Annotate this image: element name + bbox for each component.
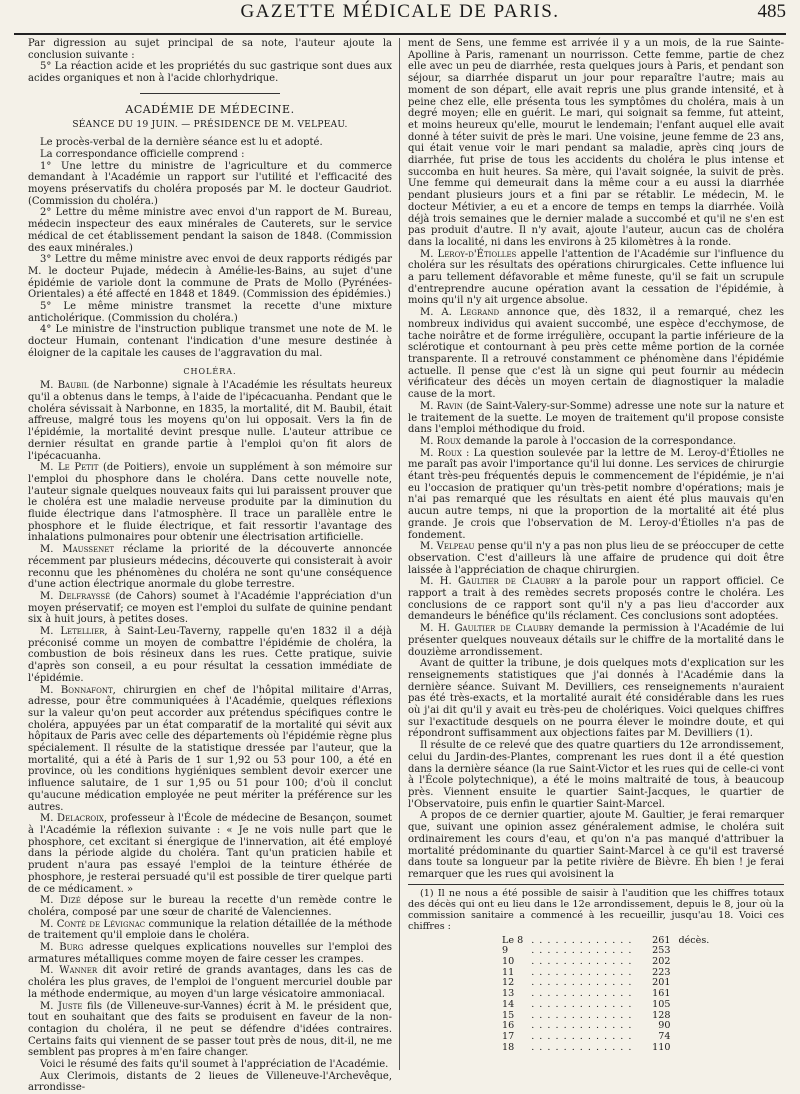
paragraph-text: (de Cahors) soumet à l'Académie l'appréciation d'un moyen préservatif; ce moyen est l'emploi du sulfate de quinine pendant six à huit jours, à petites doses. [28, 590, 392, 626]
paragraph [408, 249, 784, 308]
paragraph-text: dit avoir retiré de grands avantages, dans les cas de choléra les plus graves, de l'emploi de l'onguent mercuriel double par la méthode endermique, au moyen d'un large vésicatoire ammoniacal. [28, 965, 392, 1000]
paragraph-text: adresse quelques explications nouvelles sur l'emploi des armatures métalliques comme moyen de faire cesser les crampes. [28, 942, 392, 965]
suffix-cell [674, 989, 713, 1000]
paragraph [408, 576, 784, 623]
page-number: 485 [757, 1, 786, 22]
paragraph-text: communique la relation détaillée de la méthode de traitement qu'il emploie dans le choléra. [28, 918, 393, 942]
dots-cell: . . . . . . . . . . . . . [531, 956, 633, 968]
author-name: M. Conté de Lévignac [40, 918, 146, 930]
suffix-cell [674, 946, 713, 957]
paragraph-text: (de Poitiers), envoie un supplément à son mémoire sur l'emploi du phosphore dans le choléra. Dans cette nouvelle note, l'auteur signale quelques nouveaux faits qui lui paraissent prouver que le choléra est une maladie nerveuse produite par la diminution du fluide électrique dans l'atmosphère. Il trace un parallèle entre le phosphore et le fluide électrique, et fait ressortir l'avantage des inhalations pulmonaires pour obtenir une électrisation artificielle. [28, 462, 392, 544]
count-cell: 201 [652, 977, 671, 989]
paragraph: ment de Sens, une femme est arrivée il y a un mois, de la rue Sainte-Apolline à Paris, ramenant un nourrisson. Cette femme, partie de chez elle avec un peu de diarrhée, resta quelques jours à Paris, et pendant son séjour, sa diarrhée disparut un jour pour reparaître l'autre; mais au moment de son départ, elle avait repris une plus grande intensité, et à peine chez elle, elle présenta tous les symptômes du choléra, mais à un degré moyen; elle en guérit. Le mari, qui soignait sa femme, fut atteint, et moins heureux qu'elle, mourut le lendemain; l'enfant auquel elle avait donné à téter suivit de près le mari. Une voisine, jeune femme de 23 ans, qui était venue voir le mari pendant sa maladie, après cinq jours de diarrhée, fut prise de tous les accidents du choléra le plus intense et succomba en huit heures. Sa mère, qui l'avait soignée, la suivit de près. Une femme qui demeurait dans la même cour a eu aussi la diarrhée pendant plusieurs jours et a fini par se rétablir. Le médecin, M. le docteur Métivier, a eu et a encore de temps en temps la diarrhée. Voilà déjà trois semaines que le dernier malade a succombé et qu'il ne s'en est pas produit d'autre. Il n'y avait, ajoute l'auteur, aucun cas de choléra dans la localité, ni dans les environs à 25 kilomètres à la ronde. [408, 38, 784, 248]
suffix-cell [674, 1021, 713, 1032]
section-title: ACADÉMIE DE MÉDECINE. [125, 102, 295, 116]
paragraph: Par digression au sujet principal de sa note, l'auteur ajoute la conclusion suivante : [28, 38, 392, 61]
deaths-row [498, 1000, 713, 1011]
paragraph: Il résulte de ce relevé que des quatre quartiers du 12e arrondissement, celui du Jardin-des-Plantes, comprenant les rues dont il a été question dans la dernière séance (la rue Saint-Victor et les rues qui de celle-ci vont à l'École polytechnique), a été le moins maltraité de tous, à beaucoup près. Viennent ensuite le quartier Saint-Jacques, le quartier de l'Observatoire, puis enfin le quartier Saint-Marcel. [408, 740, 784, 810]
count-cell: 128 [652, 1009, 671, 1021]
paragraph [28, 1001, 392, 1060]
dots-cell: . . . . . . . . . . . . . [531, 1020, 633, 1032]
day-cell: 16 [502, 1020, 515, 1032]
paragraph-text: annonce que, dès 1832, il a remarqué, chez les nombreux individus qui avaient succombé, une espèce d'ecchymose, de tache noirâtre et de forme irrégulière, occupant la partie inférieure de la sclérotique et contournant à peu près cette même portion de la cornée transparente. Il a retrouvé constamment ce phénomène dans l'épidémie actuelle. Il pense que c'est là un signe qui peut fournir au médecin vérificateur des décès un moyen certain de diagnostiquer la maladie cause de la mort. [408, 307, 784, 401]
paragraph-text: pense qu'il n'y a pas non plus lieu de se préoccuper de cette observation. C'est d'ailleurs là une affaire de prudence qui doit être laissée à l'appréciation de chaque chirurgien. [408, 541, 784, 576]
author-name: M. Roux [420, 447, 462, 459]
paragraph: Le procès-verbal de la dernière séance est lu et adopté. [40, 137, 323, 149]
paragraph: Aux Clerimois, distants de 2 lieues de Villeneuve-l'Archevêque, arrondisse- [28, 1070, 392, 1094]
paragraph: 5° La réaction acide et les propriétés du suc gastrique sont dues aux acides organiques et non à l'acide chlorhydrique. [28, 61, 392, 85]
dots-cell: . . . . . . . . . . . . . [531, 1041, 633, 1053]
paragraph [408, 436, 784, 448]
session-heading: SÉANCE DU 19 JUIN. — PRÉSIDENCE DE M. VELPEAU. [72, 119, 348, 130]
paragraph [28, 813, 392, 895]
author-name: M. Bonnafont [40, 684, 113, 696]
day-cell: 17 [502, 1030, 515, 1042]
paragraph [28, 380, 392, 462]
paragraph: Avant de quitter la tribune, je dois quelques mots d'explication sur les renseignements statistiques que j'ai donnés à l'Académie dans la dernière séance. Suivant M. Devilliers, ces renseignements n'auraient pas été très-exacts, et la mortalité aurait été considérable dans les rues où j'ai dit qu'il y avait eu très-peu de cholériques. Voici quelques chiffres sur l'exactitude desquels on ne pourra élever le moindre doute, et qui répondront suffisamment aux objections faites par M. Devilliers (1). [408, 658, 784, 740]
count-cell: 90 [658, 1020, 671, 1032]
paragraph: 2° Lettre du même ministre avec envoi d'un rapport de M. Bureau, médecin inspecteur des eaux minérales de Cauterets, sur le service médical de cet établissement pendant la saison de 1848. (Commission des eaux minérales.) [28, 207, 392, 254]
paragraph: A propos de ce dernier quartier, ajoute M. Gaultier, je ferai remarquer que, suivant une opinion assez généralement admise, le choléra suit ordinairement les cours d'eau, et qu'on n'a pas manqué d'attribuer la mortalité prédominante du quartier Saint-Marcel à ce qu'il est traversé dans toute sa longueur par la petite rivière de Bièvre. Eh bien ! je ferai remarquer que les rues qui avoisinent la [408, 810, 784, 880]
count-cell: 261 [652, 934, 671, 946]
author-name: M. Burg [40, 942, 84, 954]
day-cell: 12 [502, 977, 515, 989]
count-cell: 253 [652, 945, 671, 957]
author-name: M. Ravin [420, 400, 463, 412]
author-name: M. Delfrayssé [40, 590, 111, 602]
column-divider [399, 38, 400, 1070]
dots-cell: . . . . . . . . . . . . . [531, 998, 633, 1010]
suffix-cell [674, 1000, 713, 1011]
paragraph: 1° Une lettre du ministre de l'agriculture et du commerce demandant à l'Académie un rapport sur l'utilité et l'efficacité des moyens préservatifs du choléra proposés par M. le docteur Gaudriot. (Commission du choléra.) [28, 160, 392, 207]
author-name: M. Wanner [40, 965, 98, 977]
paragraph-text: a la parole pour un rapport officiel. Ce rapport a trait à des remèdes secrets proposés contre le choléra. Les conclusions de ce rapport sont qu'il n'y a pas lieu d'accorder aux demandeurs le bénéfice qu'ils réclament. Ces conclusions sont adoptées. [408, 576, 784, 623]
paragraph-text: , à Saint-Leu-Taverny, rappelle qu'en 1832 il a déjà préconisé comme un moyen de combattre l'épidémie de choléra, la combustion de bois résineux dans les rues. Cette pratique, suivie d'après son conseil, a eu pour résultat la cessation immédiate de l'épidémie. [28, 626, 392, 684]
paragraph: 5° Le même ministre transmet la recette d'une mixture anticholérique. (Commission du choléra.) [28, 301, 392, 324]
paragraph [408, 623, 784, 658]
paragraph [28, 544, 392, 591]
paragraph-text: réclame la priorité de la découverte annoncée récemment par plusieurs médecins, découverte qui consisterait à avoir reconnu que les phénomènes du choléra ne sont qu'une conséquence d'une action électrique anormale du globe terrestre. [28, 544, 392, 591]
dots-cell: . . . . . . . . . . . . . [531, 966, 633, 978]
count-cell: 202 [652, 956, 671, 968]
author-name: M. Maussenet [40, 544, 115, 556]
page-header [14, 1, 786, 30]
suffix-cell [674, 978, 713, 989]
author-name: M. Roux [420, 435, 461, 447]
paragraph-text: demande la parole à l'occasion de la correspondance. [460, 435, 737, 447]
paragraph [28, 942, 392, 965]
deaths-row [498, 1043, 713, 1054]
author-name: M. H. Gaultier de Claubry [420, 623, 554, 635]
suffix-cell [674, 957, 713, 968]
day-cell: 14 [502, 998, 515, 1010]
paragraph [408, 401, 784, 436]
count-cell: 110 [652, 1041, 671, 1053]
dots-cell: . . . . . . . . . . . . . [531, 988, 633, 1000]
author-name: M. H. Gaultier de Claubry [420, 576, 561, 588]
author-name: M. Leroy-d'Étiolles [420, 248, 517, 260]
suffix-cell [674, 1043, 713, 1054]
paragraph [28, 919, 392, 942]
paragraph: La correspondance officielle comprend : [40, 148, 245, 160]
day-cell: Le 8 [502, 934, 524, 946]
dots-cell: . . . . . . . . . . . . . [531, 945, 633, 957]
paragraph-text: (de Saint-Valery-sur-Somme) adresse une note sur la nature et le traitement de la suette. Le moyen de traitement qu'il propose consiste dans l'emploi méthodique du froid. [408, 400, 784, 436]
suffix-cell [674, 1011, 713, 1022]
paragraph-text: (de Narbonne) signale à l'Académie les résultats heureux qu'il a obtenus dans le temps, à l'aide de l'ipécacuanha. Pendant que le choléra sévissait à Narbonne, en 1835, la mortalité, dit M. Baubil, était affreuse, malgré tous les moyens qu'on lui opposait. Vers la fin de l'épidémie, la mortalité devint presque nulle. L'auteur attribue ce dernier résultat en grande partie à l'emploi qu'on fit alors de l'ipécacuanha. [28, 380, 392, 462]
paragraph-text: fils (de Villeneuve-sur-Vannes) écrit à M. le président que, tout en souhaitant que des faits se produisent en faveur de la non-contagion du choléra, il ne peut se défendre d'idées contraires. Certains faits qui viennent de se passer tout près de nous, dit-il, ne me semblent pas propres à m'en faire changer. [28, 1000, 392, 1059]
day-cell: 18 [502, 1041, 515, 1053]
paragraph-text: demande la permission à l'Académie de lui présenter quelques nouveaux détails sur le chiffre de la mortalité dans le douzième arrondissement. [408, 623, 785, 658]
right-column [408, 38, 784, 1070]
author-name: M. Le Petit [40, 462, 99, 474]
paragraph [28, 591, 392, 626]
deaths-table [498, 936, 713, 1054]
day-cell: 13 [502, 988, 515, 1000]
subsection-title: CHOLÉRA. [183, 366, 237, 376]
day-cell: 15 [502, 1009, 515, 1021]
dots-cell: . . . . . . . . . . . . . [531, 1030, 633, 1042]
dots-cell: . . . . . . . . . . . . . [531, 1009, 633, 1021]
paragraph: Voici le résumé des faits qu'il soumet à l'appréciation de l'Académie. [40, 1059, 389, 1071]
paragraph-text: : La question soulevée par la lettre de M. Leroy-d'Étiolles ne me paraît pas avoir l'importance qu'il lui donne. Les services de chirurgie étant très-peu fréquentés depuis le commencement de l'épidémie, je n'ai eu l'occasion de pratiquer qu'un très-petit nombre d'opérations; mais je n'ai pas remarqué que les résultats en aient été plus mauvais qu'en aucun autre temps, ni que la proportion de la mortalité ait été plus grande. Je crois que l'observation de M. Leroy-d'Étiolles n'a pas de fondement. [408, 447, 784, 541]
paragraph [408, 541, 784, 576]
paragraph: 3° Lettre du même ministre avec envoi de deux rapports rédigés par M. le docteur Pujade, médecin à Amélie-les-Bains, au sujet d'une épidémie de variole dont la commune de Prats de Mollo (Pyrénées-Orientales) a été affecté en 1848 et 1849. (Commission des épidémies.) [28, 254, 392, 301]
count-cell: 161 [652, 988, 671, 1000]
paragraph-text: , chirurgien en chef de l'hôpital militaire d'Arras, adresse, pour être communiquées à l'Académie, quelques réflexions sur la valeur qu'on peut accorder aux prétendus spécifiques contre le choléra, appuyées par un état comparatif de la mortalité qui sévit aux hôpitaux de Paris avec celle des départements où l'épidémie règne plus spécialement. Il résulte de la statistique dressée par l'auteur, que la mortalité, qui a été à Paris de 1 sur 1,92 ou 53 pour 100, a été en province, où les conditions hygiéniques semblent devoir exercer une influence salutaire, de 1 sur 1,95 ou 51 pour 100; d'où il conclut qu'aucune médication employée ne peut mériter la préférence sur les autres. [28, 684, 392, 813]
paragraph-text: , professeur à l'École de médecine de Besançon, soumet à l'Académie la réflexion suivante : « Je ne vois nulle part que le phosphore, cet excitant si énergique de l'innervation, ait été employé dans la période algide du choléra. Tant qu'un praticien habile et prudent n'aura pas essayé l'emploi de la teinture éthérée de phosphore, je resterai persuadé qu'il est possible de tirer quelque parti de ce médicament. » [28, 813, 392, 895]
count-cell: 74 [658, 1030, 671, 1042]
footnote-rule [408, 884, 784, 885]
journal-title: GAZETTE MÉDICALE DE PARIS. [240, 1, 560, 22]
day-cell: 10 [502, 956, 515, 968]
author-name: M. Delacroix [40, 813, 104, 825]
paragraph [28, 685, 392, 814]
day-cell: 9 [502, 945, 509, 957]
paragraph [408, 448, 784, 542]
paragraph-text: dépose sur le bureau la recette d'un remède contre le choléra, composé par une sœur de charité de Valenciennes. [28, 895, 392, 918]
author-name: M. Letellier [40, 626, 105, 638]
paragraph-text: appelle l'attention de l'Académie sur l'influence du choléra sur les résultats des opérations chirurgicales. Cette influence lui a paru tellement défavorable et même funeste, qu'il se fait un scrupule d'entreprendre aucune opération avant la cessation de l'épidémie, à moins qu'il n'y ait urgence absolue. [408, 248, 784, 307]
paragraph [408, 307, 784, 401]
author-name: M. Dizé [40, 895, 81, 907]
count-cell: 223 [652, 966, 671, 978]
dots-cell: . . . . . . . . . . . . . [531, 934, 633, 946]
paragraph [28, 462, 392, 544]
dots-cell: . . . . . . . . . . . . . [531, 977, 633, 989]
suffix-cell [674, 968, 713, 979]
author-name: M. A. Legrand [420, 307, 500, 319]
paragraph [28, 965, 392, 1000]
day-cell: 11 [502, 966, 515, 978]
suffix-cell [674, 1032, 713, 1043]
paragraph: 4° Le ministre de l'instruction publique transmet une note de M. le docteur Humain, contenant l'indication d'une mesure destinée à éloigner de la capitale les causes de l'aggravation du mal. [28, 324, 392, 359]
footnote: (1) Il ne nous a été possible de saisir à l'audition que les chiffres totaux des décès qui ont eu lieu dans le 12e arrondissement, depuis le 8, jour où la commission sanitaire a commencé à les recueillir, jusqu'au 18. Voici ces chiffres : [408, 887, 784, 932]
divider [140, 93, 280, 94]
paragraph [28, 626, 392, 685]
header-rule [14, 33, 786, 35]
paragraph [28, 895, 392, 918]
suffix-cell: décès. [678, 934, 710, 946]
left-column [28, 38, 393, 1094]
author-name: M. Velpeau [420, 541, 475, 553]
count-cell: 105 [652, 998, 671, 1010]
author-name: M. Juste [40, 1000, 83, 1012]
author-name: M. Baubil [40, 380, 89, 392]
